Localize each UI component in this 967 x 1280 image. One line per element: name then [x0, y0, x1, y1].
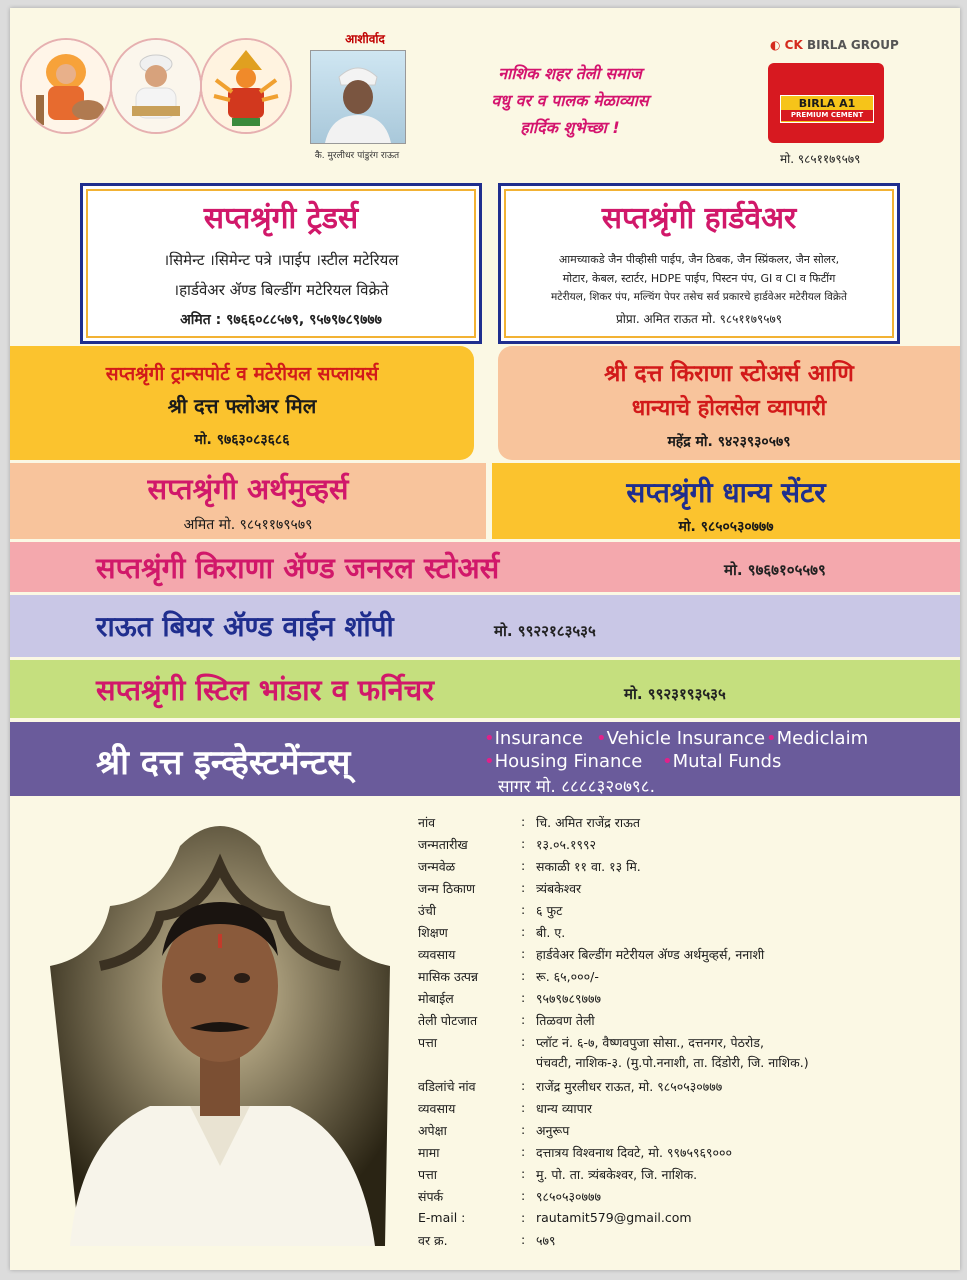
biodata-key: तेली पोटजात	[418, 1013, 478, 1028]
biodata-key: E-mail :	[418, 1210, 466, 1225]
furniture-ad	[10, 660, 960, 718]
brand-group-label	[770, 38, 900, 52]
biodata-key: संपर्क	[418, 1189, 444, 1204]
birla-a1-logo	[768, 63, 884, 143]
greeting-message	[450, 60, 690, 141]
furniture-mobile: मो. ९९२३१९३५३५	[624, 685, 726, 703]
general-store-mobile: मो. ९७६७१०५५७९	[724, 561, 826, 579]
biodata-key: जन्मतारीख	[418, 837, 468, 852]
traders-title: सप्तश्रृंगी ट्रेडर्स	[203, 201, 359, 236]
deity-image-dattatreya	[20, 38, 112, 134]
biodata-key: वडिलांचे नांव	[418, 1079, 476, 1094]
arthmuvers-title: सप्तश्रृंगी अर्थमुव्हर्स	[147, 472, 349, 506]
kirana-store-mobile: महेंद्र मो. ९४२३९३०५७९	[667, 434, 791, 450]
general-store-title: सप्तश्रृंगी किराणा ॲण्ड जनरल स्टोअर्स	[96, 551, 500, 585]
wine-shop-ad	[10, 595, 960, 657]
biodata-key: व्यवसाय	[418, 1101, 456, 1116]
ashirvad-label: आशीर्वाद	[345, 32, 385, 46]
brand-sub: PREMIUM CEMENT	[781, 110, 873, 121]
dhanya-ad	[492, 463, 960, 539]
biodata-key: शिक्षण	[418, 925, 448, 940]
kirana-store-ad	[498, 346, 960, 460]
biodata-key: उंची	[418, 903, 437, 918]
traders-line: ।हार्डवेअर ॲण्ड बिल्डींग मटेरियल विक्रेते	[173, 281, 389, 299]
hardware-contact: प्रोप्रा. अमित राऊत मो. ९८५११७९५७९	[615, 312, 782, 326]
biodata-value: दत्तात्रय विश्वनाथ दिवटे, मो. ९९७५९६९०००	[536, 1145, 732, 1160]
biodata-value: १३.०५.१९९२	[536, 837, 596, 852]
investments-item: •Housing Finance	[484, 751, 643, 772]
brand-group-prefix: CK	[784, 38, 803, 52]
biodata-value: हार्डवेअर बिल्डींग मटेरीयल ॲण्ड अर्थमुव्हर्स, ननाशी	[536, 947, 765, 962]
biodata-value: ९८५०५३०७७७	[536, 1189, 602, 1204]
investments-ad	[10, 722, 960, 796]
biodata-value: पंचवटी, नाशिक-३. (मु.पो.ननाशी, ता. दिंडोरी, जि. नाशिक.)	[536, 1055, 809, 1070]
transport-ad	[10, 346, 474, 460]
biodata-key: जन्म ठिकाण	[418, 881, 476, 896]
biodata-value: अनुरूप	[536, 1123, 570, 1138]
biodata-value: प्लॉट नं. ६-७, वैष्णवपुजा सोसा., दत्तनगर, पेठरोड,	[536, 1035, 764, 1050]
dhanya-title: सप्तश्रृंगी धान्य सेंटर	[626, 476, 826, 509]
biodata-value: चि. अमित राजेंद्र राऊत	[536, 815, 641, 830]
hardware-line: आमच्याकडे जैन पीव्हीसी पाईप, जैन ठिबक, जैन स्प्रिंकलर, जैन सोलर,	[558, 253, 840, 266]
biodata-key: जन्मवेळ	[418, 859, 456, 874]
biodata-value: राजेंद्र मुरलीधर राऊत, मो. ९८५०५३०७७७	[536, 1079, 723, 1094]
wine-shop-title: राऊत बियर ॲण्ड वाईन शॉपी	[96, 610, 394, 643]
hardware-ad	[498, 183, 900, 344]
kirana-store-title: धान्याचे होलसेल व्यापारी	[631, 396, 827, 421]
hardware-line: मोटार, केबल, स्टार्टर, HDPE पाईप, पिस्टन पंप, GI व CI व फिटींग	[562, 272, 836, 285]
greeting-line: वधु वर व पालक मेळाव्यास	[491, 91, 649, 110]
greeting-line: हार्दिक शुभेच्छा !	[520, 118, 620, 137]
groom-photo	[40, 806, 400, 1246]
general-store-ad	[10, 542, 960, 592]
biodata-key: पत्ता	[418, 1167, 437, 1182]
biodata-colon: :	[521, 990, 526, 1005]
biodata-colon: :	[521, 924, 526, 939]
greeting-line: नाशिक शहर तेली समाज	[498, 64, 642, 83]
biodata-key: अपेक्षा	[418, 1123, 447, 1138]
investments-item: •Mutal Funds	[662, 751, 782, 772]
biodata-value: ५७९	[536, 1233, 556, 1248]
investments-item: •Vehicle Insurance	[596, 728, 766, 749]
investments-item: •Insurance	[484, 728, 583, 749]
ck-logo-icon: ◐	[770, 38, 785, 52]
traders-contact: अमित : ९७६६०८८५७९, ९५७९७८९७७७	[180, 312, 382, 328]
kirana-store-title: श्री दत्त किराणा स्टोअर्स आणि	[604, 361, 854, 387]
biodata-colon: :	[521, 1144, 526, 1159]
birla-a1-badge	[780, 95, 874, 123]
biodata-key: व्यवसाय	[418, 947, 456, 962]
biodata-key: नांव	[418, 815, 436, 830]
biodata-colon: :	[521, 1210, 526, 1225]
biodata-colon: :	[521, 1122, 526, 1137]
biodata-value: सकाळी ११ वा. १३ मि.	[536, 859, 641, 874]
hardware-line: मटेरीयल, शिकर पंप, मल्चिंग पेपर तसेच सर्व प्रकारचे हार्डवेअर मटेरीयल विक्रेते	[551, 291, 847, 303]
transport-title: सप्तश्रृंगी ट्रान्सपोर्ट व मटेरीयल सप्लायर्स	[105, 363, 379, 385]
transport-subtitle: श्री दत्त फ्लोअर मिल	[167, 394, 317, 418]
traders-line: ।सिमेन्ट ।सिमेन्ट पत्रे ।पाईप ।स्टील मटेरियल	[163, 251, 399, 269]
matrimony-poster	[10, 8, 960, 1270]
biodata-colon: :	[521, 1166, 526, 1181]
biodata-colon: :	[521, 968, 526, 983]
furniture-title: सप्तश्रृंगी स्टिल भांडार व फर्निचर	[96, 673, 435, 707]
biodata-colon: :	[521, 814, 526, 829]
transport-mobile: मो. ९७६३०८३६८६	[194, 432, 290, 448]
biodata-colon: :	[521, 836, 526, 851]
biodata-value: धान्य व्यापार	[536, 1101, 593, 1116]
biodata-value: rautamit579@gmail.com	[536, 1210, 692, 1225]
biodata-colon: :	[521, 902, 526, 917]
biodata-key: मामा	[418, 1145, 440, 1160]
biodata-key: वर क्र.	[418, 1233, 448, 1248]
biodata-value: ९५७९७८९७७७	[536, 991, 602, 1006]
biodata-value: रू. ६५,०००/-	[536, 969, 599, 984]
brand-group-name: BIRLA GROUP	[806, 38, 899, 52]
biodata-colon: :	[521, 1100, 526, 1115]
biodata-colon: :	[521, 880, 526, 895]
biodata-key: मासिक उत्पन्न	[418, 969, 479, 984]
elder-portrait	[310, 50, 406, 144]
wine-shop-mobile: मो. ९९२२१८३५३५	[494, 622, 596, 640]
biodata-colon: :	[521, 858, 526, 873]
investments-contact: सागर मो. ८८८८३२०७९८.	[498, 777, 656, 797]
investments-title: श्री दत्त इन्व्हेस्टमेंन्टस्	[96, 743, 351, 783]
traders-ad	[80, 183, 482, 344]
biodata-value: त्र्यंबकेश्वर	[536, 881, 582, 896]
biodata-colon: :	[521, 1034, 526, 1049]
biodata-colon: :	[521, 1232, 526, 1247]
brand-name: BIRLA A1	[798, 97, 856, 110]
biodata-value: बी. ए.	[536, 925, 566, 940]
biodata-key: मोबाईल	[418, 991, 454, 1006]
biodata-colon: :	[521, 1188, 526, 1203]
biodata-colon: :	[521, 946, 526, 961]
biodata-value: मु. पो. ता. त्र्यंबकेश्वर, जि. नाशिक.	[536, 1167, 698, 1182]
arthmuvers-ad	[10, 463, 486, 539]
biodata-colon: :	[521, 1012, 526, 1027]
deity-image-saint	[110, 38, 202, 134]
biodata-value: ६ फुट	[536, 903, 563, 918]
dhanya-mobile: मो. ९८५०५३०७७७	[678, 519, 774, 535]
biodata-colon: :	[521, 1078, 526, 1093]
deity-image-goddess	[200, 38, 292, 134]
elder-portrait-caption: कै. मुरलीधर पांडुरंग राऊत	[314, 151, 400, 161]
investments-item: •Mediclaim	[766, 728, 869, 749]
brand-mobile: मो. ९८५११७९५७९	[780, 152, 861, 166]
arthmuvers-mobile: अमित मो. ९८५११७९५७९	[183, 517, 313, 533]
hardware-title: सप्तश्रृंगी हार्डवेअर	[601, 201, 797, 236]
biodata-key: पत्ता	[418, 1035, 437, 1050]
biodata-value: तिळवण तेली	[536, 1013, 595, 1028]
